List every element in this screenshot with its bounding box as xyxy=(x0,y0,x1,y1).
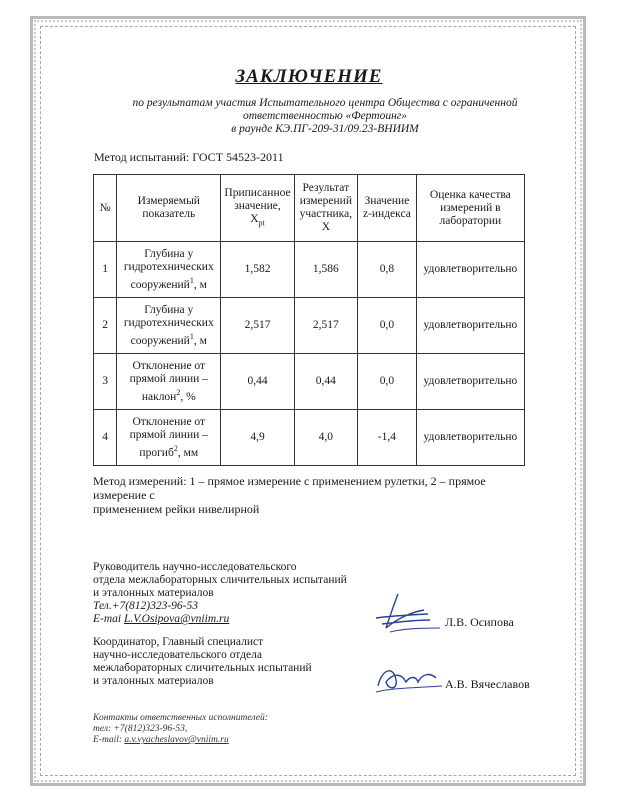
cell-indicator xyxy=(117,242,221,298)
cell-indicator xyxy=(117,410,221,466)
signature-vyacheslavov xyxy=(372,660,444,700)
cell-result: 4,0 xyxy=(294,410,358,466)
signer-1-email-link[interactable]: L.V.Osipova@vniim.ru xyxy=(123,613,230,625)
indicator-footnote: 2 xyxy=(173,443,178,453)
cell-quality: удовлетворительно xyxy=(416,410,524,466)
signer-2-block xyxy=(93,636,312,688)
subtitle-line-2: ответственностью «Фертоинг» xyxy=(242,110,408,122)
table-header-row xyxy=(94,175,525,242)
table-row xyxy=(94,354,525,410)
cell-assigned: 0,44 xyxy=(221,354,294,410)
indicator-unit: , % xyxy=(180,390,196,403)
signer-2-title-line-3: межлабораторных сличительных испытаний xyxy=(93,662,312,674)
cell-z: 0,0 xyxy=(358,354,417,410)
indicator-unit: , м xyxy=(193,334,207,347)
subtitle-line-1: по результатам участия Испытательного центра Общества с ограниченной xyxy=(132,97,518,109)
cell-num: 1 xyxy=(94,242,117,298)
header-assigned-label: Приписанное значение, xyxy=(224,186,291,212)
cell-z: 0,8 xyxy=(358,242,417,298)
header-z-index: Значение z-индекса xyxy=(358,175,417,242)
cell-z: -1,4 xyxy=(358,410,417,466)
indicator-footnote: 1 xyxy=(189,275,194,285)
signature-osipova xyxy=(368,588,444,636)
note-line-1: Метод измерений: 1 – прямое измерение с применением рулетки, 2 – прямое измерение с xyxy=(93,474,486,502)
cell-assigned: 4,9 xyxy=(221,410,294,466)
signer-1-title-line-2: отдела межлабораторных сличительных испытаний xyxy=(93,574,347,586)
note-line-2: применением рейки нивелирной xyxy=(93,502,260,516)
cell-z: 0,0 xyxy=(358,298,417,354)
contacts-email-label: E-mail: xyxy=(93,735,125,745)
table-row xyxy=(94,298,525,354)
indicator-text: Глубина у гидротехнических сооружений xyxy=(123,303,214,347)
signer-2-name: А.В. Вячеславов xyxy=(445,677,530,691)
measurement-method-note xyxy=(93,474,533,516)
test-method: Метод испытаний: ГОСТ 54523-2011 xyxy=(94,150,284,164)
cell-indicator xyxy=(117,354,221,410)
indicator-footnote: 2 xyxy=(176,387,181,397)
contacts-heading: Контакты ответственных исполнителей: xyxy=(93,713,268,723)
header-participant-result: Результат измерений участника, X xyxy=(294,175,358,242)
signer-1-title-line-3: и эталонных материалов xyxy=(93,587,214,599)
table-row xyxy=(94,242,525,298)
contacts-email-link[interactable]: a.v.vyacheslavov@vniim.ru xyxy=(124,735,229,745)
cell-num: 3 xyxy=(94,354,117,410)
header-quality: Оценка качества измерений в лаборатории xyxy=(416,175,524,242)
cell-result: 1,586 xyxy=(294,242,358,298)
signer-2-title-line-4: и эталонных материалов xyxy=(93,675,214,687)
header-num: № xyxy=(94,175,117,242)
signer-1-phone: Тел.+7(812)323-96-53 xyxy=(93,600,199,612)
cell-quality: удовлетворительно xyxy=(416,298,524,354)
header-assigned-value xyxy=(221,175,294,242)
indicator-unit: , мм xyxy=(177,446,199,459)
table-row xyxy=(94,410,525,466)
contacts-email-line xyxy=(93,735,268,746)
cell-quality: удовлетворительно xyxy=(416,354,524,410)
cell-indicator xyxy=(117,298,221,354)
signer-1-email-line xyxy=(93,613,347,626)
subtitle-line-3: в раунде КЭ.ПГ-209-31/09.23-ВНИИМ xyxy=(231,123,419,135)
document-subtitle xyxy=(130,97,520,136)
header-indicator: Измеряемый показатель xyxy=(117,175,221,242)
cell-num: 2 xyxy=(94,298,117,354)
indicator-text: Глубина у гидротехнических сооружений xyxy=(123,247,214,291)
document-title: ЗАКЛЮЧЕНИЕ xyxy=(235,66,383,87)
signer-1-title-line-1: Руководитель научно-исследовательского xyxy=(93,561,297,573)
contacts-phone: тел: +7(812)323-96-53, xyxy=(93,724,188,734)
header-assigned-symbol: X xyxy=(250,212,259,225)
signer-1-block xyxy=(93,561,347,626)
cell-result: 2,517 xyxy=(294,298,358,354)
results-table xyxy=(93,174,525,466)
cell-assigned: 2,517 xyxy=(221,298,294,354)
cell-assigned: 1,582 xyxy=(221,242,294,298)
signer-2-title-line-2: научно-исследовательского отдела xyxy=(93,649,262,661)
indicator-footnote: 1 xyxy=(189,331,194,341)
header-assigned-subscript: pt xyxy=(258,218,265,228)
cell-quality: удовлетворительно xyxy=(416,242,524,298)
indicator-text: Отклонение от прямой линии – прогиб xyxy=(129,415,208,459)
cell-result: 0,44 xyxy=(294,354,358,410)
signer-2-title-line-1: Координатор, Главный специалист xyxy=(93,636,264,648)
signer-1-email-label: E-mai xyxy=(93,613,124,625)
cell-num: 4 xyxy=(94,410,117,466)
contacts-block xyxy=(93,713,268,746)
indicator-text: Отклонение от прямой линии – наклон xyxy=(129,359,208,403)
indicator-unit: , м xyxy=(193,278,207,291)
signer-1-name: Л.В. Осипова xyxy=(445,615,514,629)
